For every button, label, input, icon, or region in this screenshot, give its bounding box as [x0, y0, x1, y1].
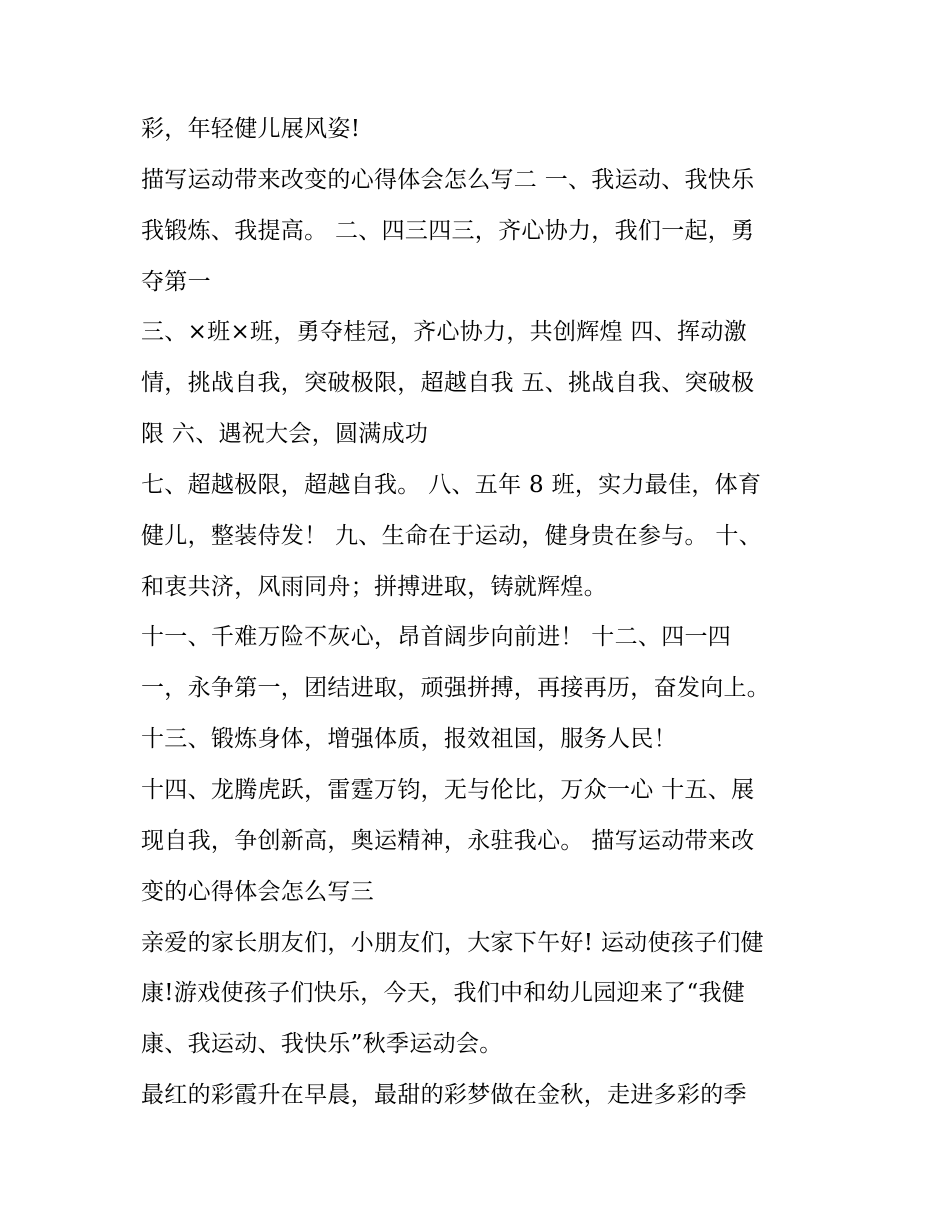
text-line: 一，永争第一，团结进取，顽强拼搏，再接再历，奋发向上。 [141, 675, 771, 702]
text-line: 康!游戏使孩子们快乐，今天，我们中和幼儿园迎来了“我健 [141, 980, 746, 1007]
text-line: 健儿，整装侍发！ 九、生命在于运动，健身贵在参与。 十、 [141, 522, 763, 549]
text-line: 和衷共济，风雨同舟；拼搏进取，铸就辉煌。 [141, 573, 607, 600]
text-line: 最红的彩霞升在早晨，最甜的彩梦做在金秋，走进多彩的季 [141, 1082, 747, 1109]
text-line: 七、超越极限，超越自我。 八、五年 8 班，实力最佳，体育 [141, 471, 762, 498]
text-line: 夺第一 [141, 268, 211, 295]
text-line: 描写运动带来改变的心得体会怎么写二 一、我运动、我快乐 [141, 166, 755, 193]
text-line: 我锻炼、我提高。 二、四三四三，齐心协力，我们一起，勇 [141, 217, 755, 244]
text-line: 变的心得体会怎么写三 [141, 878, 374, 905]
text-line: 十一、千难万险不灰心，昂首阔步向前进！ 十二、四一四 [141, 624, 732, 651]
text-line: 限 六、遇祝大会，圆满成功 [141, 421, 429, 448]
text-line: 亲爱的家长朋友们，小朋友们，大家下午好! 运动使孩子们健 [141, 929, 764, 956]
document-body [141, 104, 821, 1121]
text-line: 彩，年轻健儿展风姿! [141, 116, 361, 142]
text-line: 康、我运动、我快乐”秋季运动会。 [141, 1031, 503, 1058]
text-line: 十三、锻炼身体，增强体质，报效祖国，服务人民！ [141, 726, 677, 753]
text-line: 情，挑战自我，突破极限，超越自我 五、挑战自我、突破极 [141, 370, 755, 397]
text-line: 十四、龙腾虎跃，雷霆万钧，无与伦比，万众一心 十五、展 [141, 776, 755, 803]
text-line: 现自我，争创新高，奥运精神，永驻我心。 描写运动带来改 [141, 827, 755, 854]
text-line: 三、×班×班，勇夺桂冠，齐心协力，共创辉煌 四、挥动激 [141, 319, 747, 346]
